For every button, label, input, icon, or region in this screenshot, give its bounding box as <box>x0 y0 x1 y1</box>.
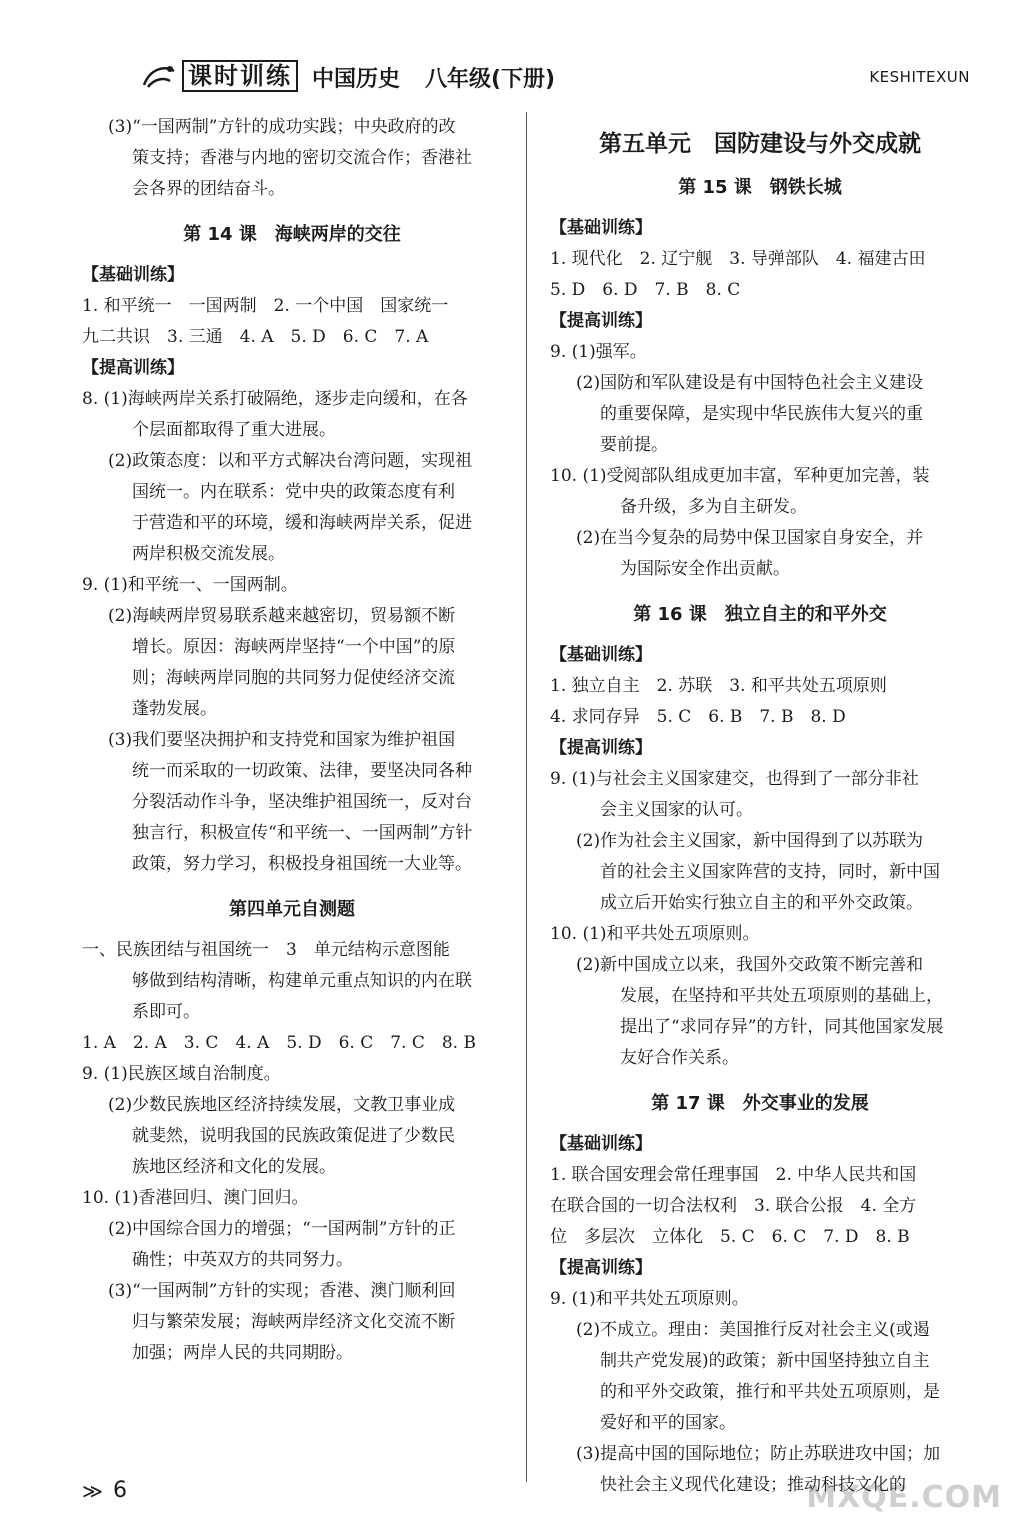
answer-line: 1. 联合国安理会常任理事国 2. 中华人民共和国 <box>550 1165 917 1185</box>
answer-line: 制共产党发展)的政策；新中国坚持独立自主 <box>600 1351 930 1371</box>
answer-line: 增长。原因：海峡两岸坚持“一个中国”的原 <box>132 637 456 657</box>
advanced-training-label: 【提高训练】 <box>550 1258 652 1278</box>
answer-line: (2)少数民族地区经济持续发展，文教卫事业成 <box>108 1095 456 1115</box>
unit-5-title: 第五单元 国防建设与外交成就 <box>599 131 921 157</box>
answer-line: (3)我们要坚决拥护和支持党和国家为维护祖国 <box>108 730 456 750</box>
unit-4-test-title: 第四单元自测题 <box>229 899 355 920</box>
answer-line: 5. D 6. D 7. B 8. C <box>550 280 741 300</box>
series-logo <box>140 58 298 94</box>
answer-line: 备升级，多为自主研发。 <box>620 497 807 517</box>
answer-line: 蓬勃发展。 <box>132 699 217 719</box>
double-chevron-icon: ≫ <box>82 1478 103 1503</box>
advanced-training-label: 【提高训练】 <box>550 738 652 758</box>
answer-line: 分裂活动作斗争，坚决维护祖国统一，反对台 <box>132 792 472 812</box>
answer-line: 策支持；香港与内地的密切交流合作；香港社 <box>132 148 472 168</box>
answer-line: 发展，在坚持和平共处五项原则的基础上， <box>620 986 943 1006</box>
answer-line: 成立后开始实行独立自主的和平外交政策。 <box>600 893 923 913</box>
answer-line: 友好合作关系。 <box>620 1048 739 1068</box>
answer-line: 8. (1)海峡两岸关系打破隔绝，逐步走向缓和，在各 <box>82 389 468 409</box>
lesson-14-title: 第 14 课 海峡两岸的交往 <box>183 224 401 245</box>
watermark <box>806 1480 1002 1515</box>
answer-line: 1. A 2. A 3. C 4. A 5. D 6. C 7. C 8. B <box>82 1033 476 1053</box>
answer-line: 10. (1)受阅部队组成更加丰富，军种更加完善，装 <box>550 466 930 486</box>
answer-line: (2)不成立。理由：美国推行反对社会主义(或遏 <box>576 1320 930 1340</box>
answer-line: 归与繁荣发展；海峡两岸经济文化交流不断 <box>132 1312 455 1332</box>
answer-line: (2)新中国成立以来，我国外交政策不断完善和 <box>576 955 924 975</box>
answer-line: 为国际安全作出贡献。 <box>620 559 790 579</box>
answer-line: 族地区经济和文化的发展。 <box>132 1157 336 1177</box>
answer-line: 会主义国家的认可。 <box>600 800 753 820</box>
answer-line: 1. 独立自主 2. 苏联 3. 和平共处五项原则 <box>550 676 887 696</box>
answer-line: 九二共识 3. 三通 4. A 5. D 6. C 7. A <box>82 327 429 347</box>
right-column <box>550 112 970 1501</box>
answer-line: 9. (1)强军。 <box>550 342 647 362</box>
answer-line: 国统一。内在联系：党中央的政策态度有利 <box>132 482 455 502</box>
answer-line: 1. 现代化 2. 辽宁舰 3. 导弹部队 4. 福建古田 <box>550 249 926 269</box>
header-subject: 中国历史 <box>312 67 401 92</box>
header-brand: KESHITEXUN <box>869 68 970 86</box>
lesson-15-title: 第 15 课 钢铁长城 <box>678 177 842 198</box>
answer-line: 9. (1)民族区域自治制度。 <box>82 1064 281 1084</box>
answer-line: (2)中国综合国力的增强；“一国两制”方针的正 <box>108 1219 456 1239</box>
answer-line: 的重要保障，是实现中华民族伟大复兴的重 <box>600 404 923 424</box>
answer-line: (2)在当今复杂的局势中保卫国家自身安全，并 <box>576 528 924 548</box>
answer-line: 个层面都取得了重大进展。 <box>132 420 336 440</box>
basic-training-label: 【基础训练】 <box>550 1134 652 1154</box>
answer-line: (2)政策态度：以和平方式解决台湾问题，实现祖 <box>108 451 473 471</box>
answer-line: 1. 和平统一 一国两制 2. 一个中国 国家统一 <box>82 296 449 316</box>
answer-line: 在联合国的一切合法权利 3. 联合公报 4. 全方 <box>550 1196 917 1216</box>
answer-line: 政策，努力学习，积极投身祖国统一大业等。 <box>132 854 472 874</box>
answer-line: (3)“一国两制”方针的实现；香港、澳门顺利回 <box>108 1281 456 1301</box>
left-column <box>82 112 502 1369</box>
basic-training-label: 【基础训练】 <box>550 218 652 238</box>
answer-line: (3)“一国两制”方针的成功实践；中央政府的改 <box>108 117 456 137</box>
answer-line: 10. (1)香港回归、澳门回归。 <box>82 1188 309 1208</box>
answer-line: 提出了“求同存异”的方针，同其他国家发展 <box>620 1017 944 1037</box>
answer-line: 独言行，积极宣传“和平统一、一国两制”方针 <box>132 823 473 843</box>
answer-line: 9. (1)和平共处五项原则。 <box>550 1289 749 1309</box>
watermark-text: MXQE.COM <box>806 1480 1002 1515</box>
answer-line: 会各界的团结奋斗。 <box>132 179 285 199</box>
answer-line: 9. (1)和平统一、一国两制。 <box>82 575 298 595</box>
answer-line: (2)国防和军队建设是有中国特色社会主义建设 <box>576 373 924 393</box>
answer-line: 的和平外交政策，推行和平共处五项原则，是 <box>600 1382 940 1402</box>
header-grade: 八年级(下册) <box>425 67 556 92</box>
answer-line: 于营造和平的环境，缓和海峡两岸关系，促进 <box>132 513 472 533</box>
answer-line: 够做到结构清晰，构建单元重点知识的内在联 <box>132 971 472 991</box>
answer-line: 一、民族团结与祖国统一 3 单元结构示意图能 <box>82 940 450 960</box>
answer-line: 加强；两岸人民的共同期盼。 <box>132 1343 353 1363</box>
answer-line: 系即可。 <box>132 1002 200 1022</box>
answer-line: (2)作为社会主义国家，新中国得到了以苏联为 <box>576 831 924 851</box>
answer-line: 两岸积极交流发展。 <box>132 544 285 564</box>
lesson-17-title: 第 17 课 外交事业的发展 <box>651 1093 869 1114</box>
advanced-training-label: 【提高训练】 <box>82 358 184 378</box>
answer-line: 快社会主义现代化建设；推动科技文化的 <box>600 1475 906 1495</box>
column-divider <box>526 112 527 1482</box>
answer-line: 首的社会主义国家阵营的支持，同时，新中国 <box>600 862 940 882</box>
basic-training-label: 【基础训练】 <box>550 645 652 665</box>
swirl-icon <box>140 61 178 91</box>
logo-text: 课时训练 <box>182 60 298 92</box>
lesson-16-title: 第 16 课 独立自主的和平外交 <box>633 604 887 625</box>
answer-line: 位 多层次 立体化 5. C 6. C 7. D 8. B <box>550 1227 910 1247</box>
answer-line: 统一而采取的一切政策、法律，要坚决同各种 <box>132 761 472 781</box>
answer-line: 4. 求同存异 5. C 6. B 7. B 8. D <box>550 707 846 727</box>
answer-line: (2)海峡两岸贸易联系越来越密切，贸易额不断 <box>108 606 456 626</box>
answer-line: 10. (1)和平共处五项原则。 <box>550 924 760 944</box>
page-number: 6 <box>112 1478 127 1503</box>
answer-line: 爱好和平的国家。 <box>600 1413 736 1433</box>
answer-line: 要前提。 <box>600 435 668 455</box>
page-header <box>140 58 970 98</box>
answer-line: 确性；中英双方的共同努力。 <box>132 1250 353 1270</box>
answer-line: 9. (1)与社会主义国家建交，也得到了一部分非社 <box>550 769 919 789</box>
answer-line: (3)提高中国的国际地位；防止苏联进攻中国；加 <box>576 1444 941 1464</box>
basic-training-label: 【基础训练】 <box>82 265 184 285</box>
advanced-training-label: 【提高训练】 <box>550 311 652 331</box>
answer-line: 就斐然，说明我国的民族政策促进了少数民 <box>132 1126 455 1146</box>
answer-line: 则；海峡两岸同胞的共同努力促使经济交流 <box>132 668 455 688</box>
page-footer <box>82 1478 127 1503</box>
